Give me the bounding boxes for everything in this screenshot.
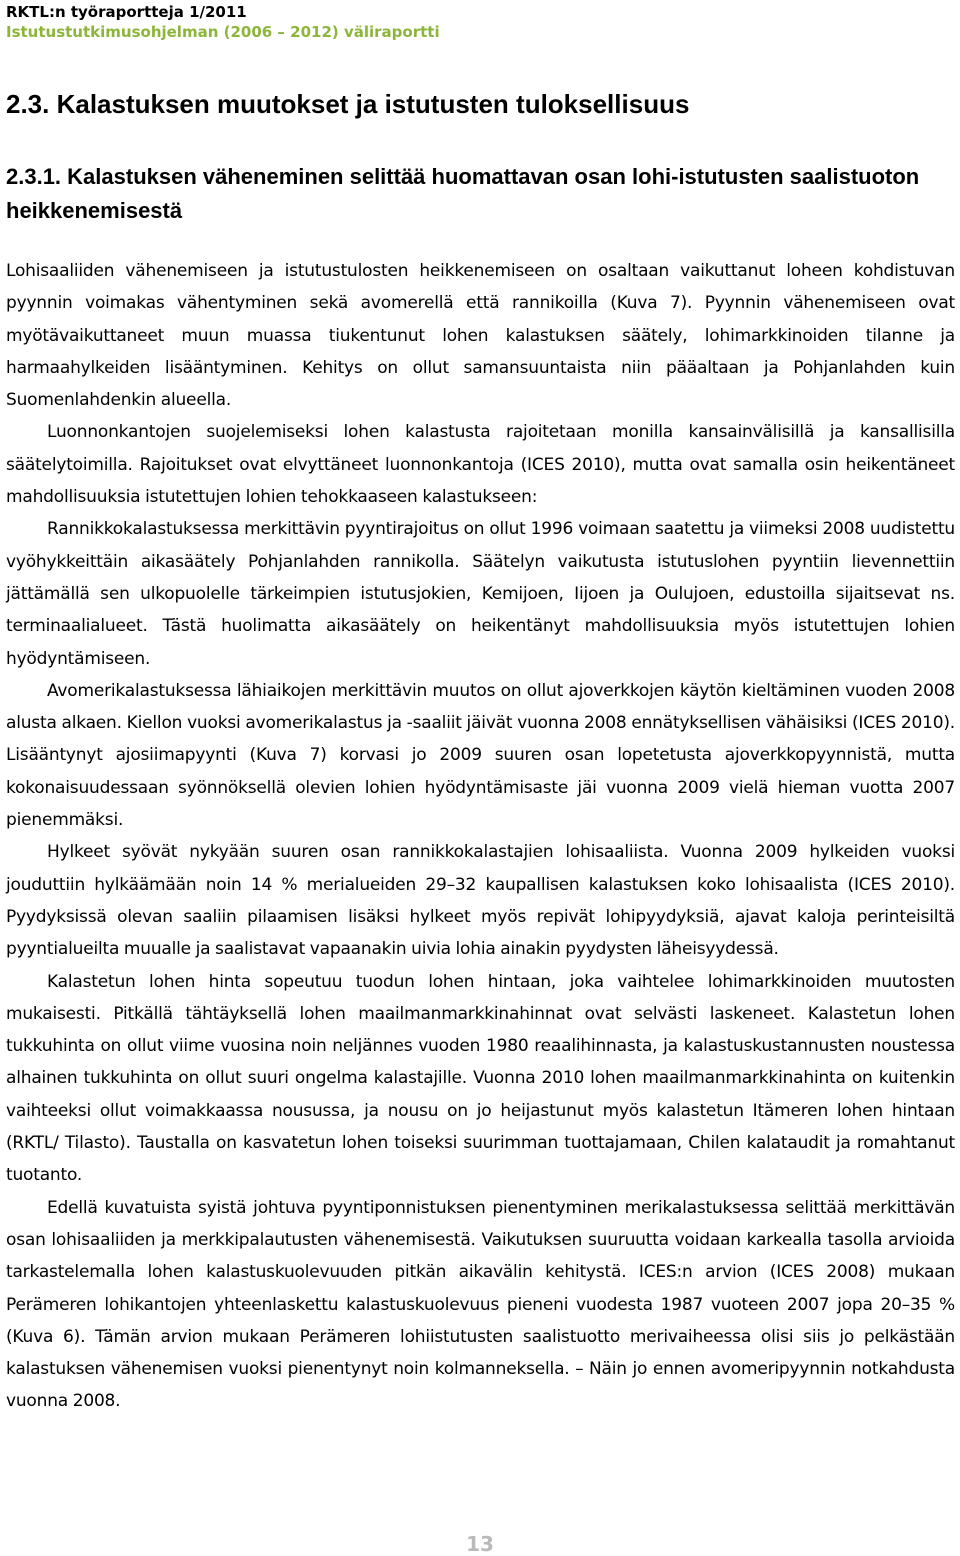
subsection-heading: 2.3.1. Kalastuksen väheneminen selittää huomattavan osan lohi-istutusten saalistuoton heikkenemisestä — [6, 164, 920, 223]
body-text — [6, 255, 955, 1418]
paragraph: Edellä kuvatuista syistä johtuva pyyntiponnistuksen pienentyminen merikalastuksessa selittää merkittävän osan lohisaaliiden ja merkkipalautusten vähenemisestä. Vaikutuksen suuruutta voidaan karkealla tasolla arvioida tarkastelemalla lohen kalastuskuolevuuden pitkän aikavälin kehitystä. ICES:n arvion (ICES 2008) mukaan Perämeren lohikantojen yhteenlaskettu kalastuskuolevuus pieneni vuodesta 1987 vuoteen 2007 jopa 20–35 % (Kuva 6). Tämän arvion mukaan Perämeren lohiistutusten saalistuotto merivaiheessa olisi siis jo pelkästään kalastuksen vähenemisen vuoksi pienentynyt noin kolmanneksella. – Näin jo ennen avomeripyynnin notkahdusta vuonna 2008. — [6, 1197, 955, 1412]
paragraph: Lohisaaliiden vähenemiseen ja istutustulosten heikkenemiseen on osaltaan vaikuttanut loheen kohdistuvan pyynnin voimakas vähentyminen sekä avomerellä että rannikoilla (Kuva 7). Pyynnin vähenemiseen ovat myötävaikuttaneet muun muassa tiukentunut lohen kalastuksen säätely, lohimarkkinoiden tilanne ja harmaahylkeiden lisääntyminen. Kehitys on ollut samansuuntaista niin pääaltaan ja Pohjanlahden kuin Suomenlahdenkin alueella. — [6, 261, 955, 411]
paragraph: Avomerikalastuksessa lähiaikojen merkittävin muutos on ollut ajoverkkojen käytön kieltäminen vuoden 2008 alusta alkaen. Kiellon vuoksi avomerikalastus ja -saaliit jäivät vuonna 2008 ennätyksellisen vähäisiksi (ICES 2010). Lisääntynyt ajosiimapyynti (Kuva 7) korvasi jo 2009 suuren osan lopetetusta ajoverkkopyynnistä, mutta kokonaisuudessaan syönnöksellä olevien lohien hyödyntämisaste jäi vuonna 2009 vielä hieman vuotta 2007 pienemmäksi. — [6, 680, 955, 831]
page-number: 13 — [466, 1532, 494, 1556]
paragraph: Rannikkokalastuksessa merkittävin pyyntirajoitus on ollut 1996 voimaan saatettu ja viimeksi 2008 uudistettu vyöhykkeittäin aikasäätely Pohjanlahden rannikolla. Säätelyn vaikutusta istutuslohen pyyntiin lievennettiin jättämällä sen ulkopuolelle tärkeimpien istutusjokien, Kemijoen, Iijoen ja Oulujoen, edustoilla sijaitsevat ns. terminaalialueet. Tästä huolimatta aikasäätely on heikentänyt mahdollisuuksia myös istutettujen lohien hyödyntämiseen. — [6, 519, 955, 669]
paragraph: Luonnonkantojen suojelemiseksi lohen kalastusta rajoitetaan monilla kansainvälisillä ja kansallisilla säätelytoimilla. Rajoitukset ovat elvyttäneet luonnonkantoja (ICES 2010), mutta ovat samalla osin heikentäneet mahdollisuuksia istutettujen lohien tehokkaaseen kalastukseen: — [6, 422, 955, 508]
paragraph: Kalastetun lohen hinta sopeutuu tuodun lohen hintaan, joka vaihtelee lohimarkkinoiden muutosten mukaisesti. Pitkällä tähtäyksellä lohen maailmanmarkkinahinnat ovat selvästi laskeneet. Kalastetun lohen tukkuhinta on ollut viime vuosina noin neljännes vuoden 1980 reaalihinnasta, ja kalastuskustannusten noustessa alhainen tukkuhinta on ollut suuri ongelma kalastajille. Vuonna 2010 lohen maailmanmarkkinahinta on kuitenkin vaihteeksi ollut voimakkaassa nousussa, ja nousu on jo heijastunut myös kalastetun Itämeren lohen hintaan (RKTL/ Tilasto). Taustalla on kasvatetun lohen toiseksi suurimman tuottajamaan, Chilen kalataudit ja romahtanut tuotanto. — [6, 971, 955, 1186]
running-header — [6, 2, 440, 42]
header-series-title: RKTL:n työraportteja 1/2011 — [6, 3, 247, 21]
paragraph: Hylkeet syövät nykyään suuren osan rannikkokalastajien lohisaaliista. Vuonna 2009 hylkeiden vuoksi jouduttiin hylkäämään noin 14 % merialueiden 29–32 kaupallisen kalastuksen koko lohisaalista (ICES 2010). Pyydyksissä olevan saaliin pilaamisen lisäksi hylkeet myös repivät lohipyydyksiä, ajavat kaloja perinteisiltä pyyntialueilta muualle ja saalistavat vapaanakin uivia lohia ainakin pyydysten läheisyydessä. — [6, 842, 955, 960]
section-heading: 2.3. Kalastuksen muutokset ja istutusten tuloksellisuus — [6, 89, 690, 119]
header-report-title: Istutustutkimusohjelman (2006 – 2012) väliraportti — [6, 23, 440, 41]
